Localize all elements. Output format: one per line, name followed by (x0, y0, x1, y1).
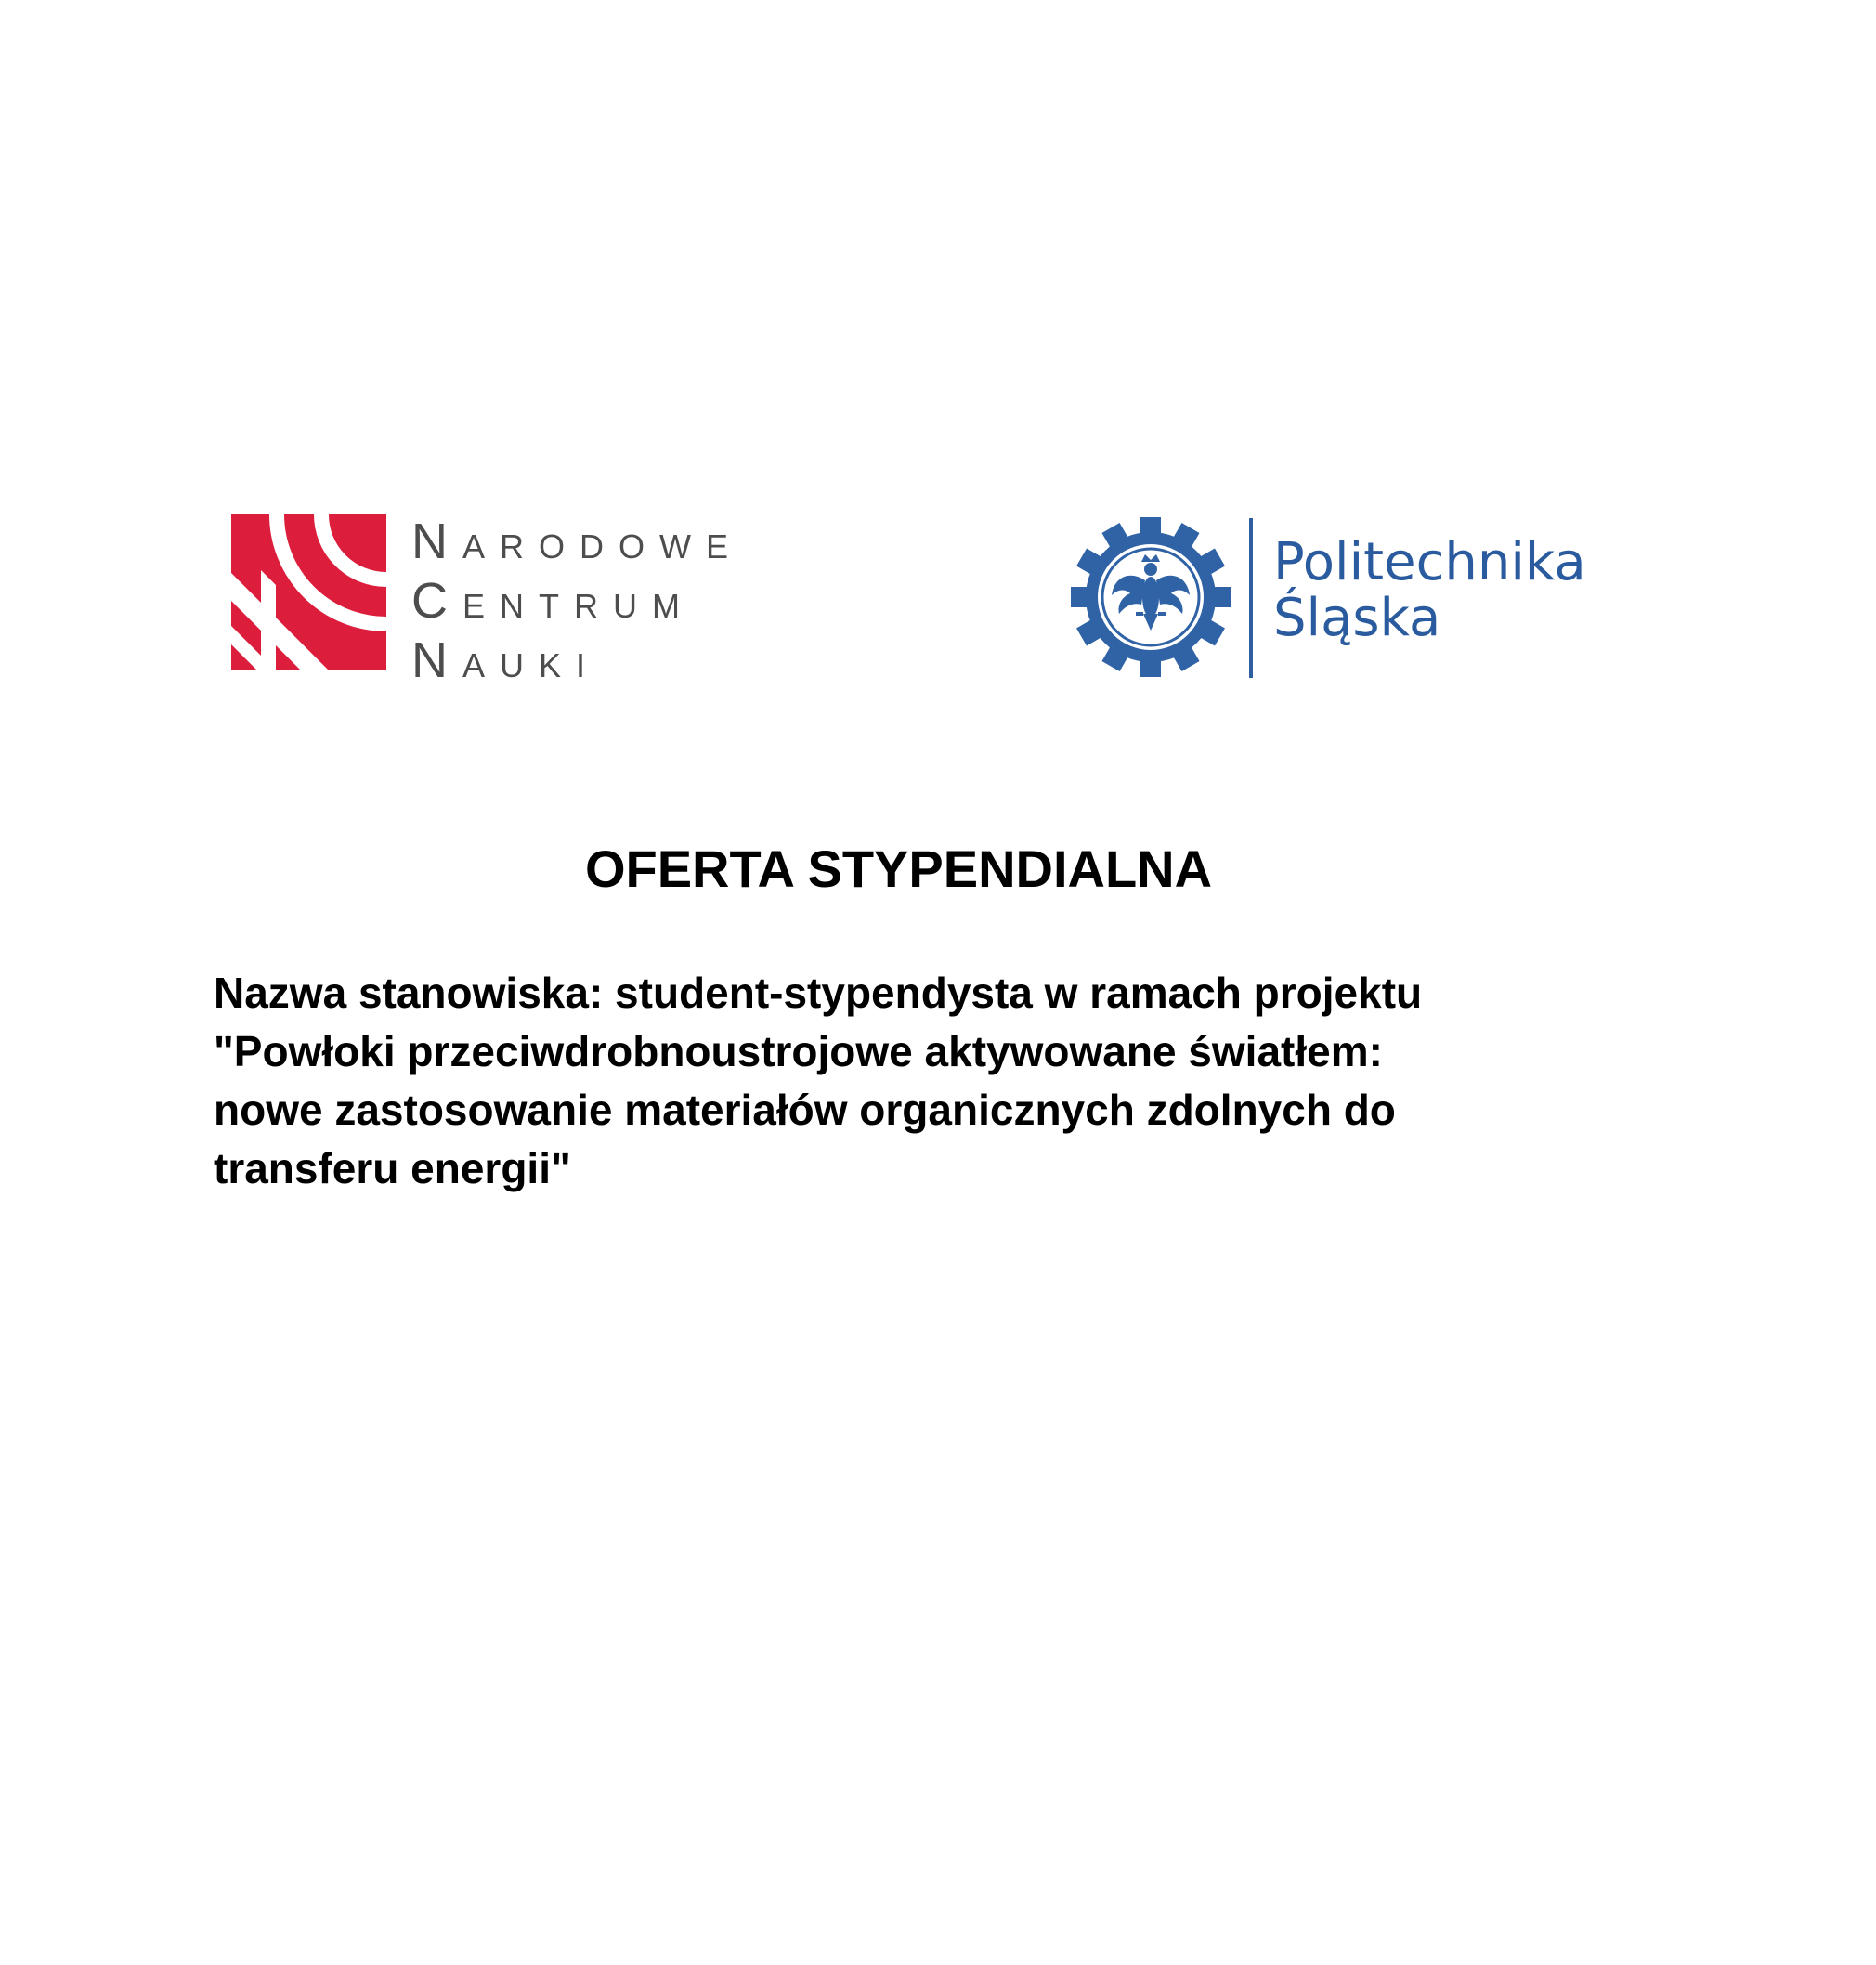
position-line-4: transferu energii" (214, 1144, 571, 1192)
ncn-logo (231, 514, 807, 688)
position-line-3: nowe zastosowanie materiałów organicznych zdolnych do (214, 1086, 1396, 1134)
politechnika-logo-line-2: Śląska (1273, 588, 1441, 648)
ncn-logo-line-3: NAUKI (411, 632, 601, 688)
position-line-2: "Powłoki przeciwdrobnoustrojowe aktywowane światłem: (214, 1027, 1383, 1075)
ncn-logo-line-2: CENTRUM (411, 573, 695, 629)
gear-eagle-emblem-icon (1071, 517, 1231, 677)
ncn-logo-line-1: NARODOWE (411, 514, 744, 569)
position-description (214, 964, 1718, 1198)
position-line-1: Nazwa stanowiska: student-stypendysta w ramach projektu (214, 969, 1423, 1017)
politechnika-slaska-wordmark (1273, 532, 1586, 648)
ncn-logo-mark (231, 514, 386, 670)
politechnika-logo-line-1: Politechnika (1273, 532, 1586, 592)
politechnika-slaska-logo (1071, 514, 1665, 682)
document-title: OFERTA STYPENDIALNA (584, 839, 1213, 898)
logo-divider (1249, 518, 1253, 678)
ncn-logo-wordmark (411, 514, 743, 693)
